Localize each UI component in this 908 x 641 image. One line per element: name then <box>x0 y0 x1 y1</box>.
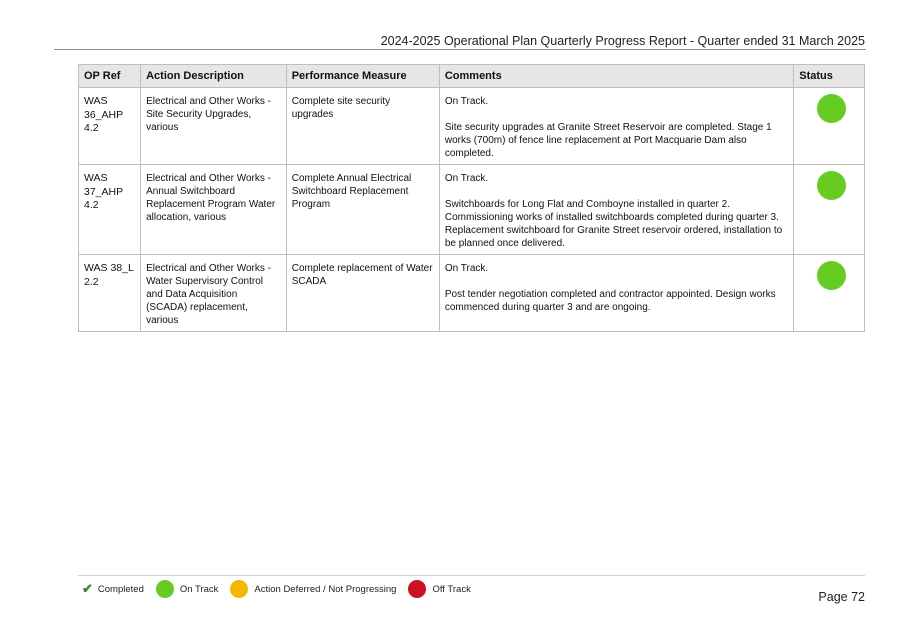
legend-label: Off Track <box>432 583 471 595</box>
column-header-action-description: Action Description <box>141 65 287 88</box>
amber-dot-icon <box>230 580 248 598</box>
comments-cell <box>439 165 793 255</box>
status-cell <box>794 165 865 255</box>
action-description-cell: Electrical and Other Works - Water Supervisory Control and Data Acquisition (SCADA) replacement, various <box>141 255 287 332</box>
legend-item-off-track <box>408 580 470 598</box>
comment-status-text: On Track. <box>444 263 489 274</box>
comment-detail-text: Site security upgrades at Granite Street Reservoir are completed. Stage 1 works (700m) of fence line replacement at Port Macquarie Dam also completed. <box>444 122 772 159</box>
comment-detail-text: Post tender negotiation completed and contractor appointed. Design works commenced during quarter 3 and are ongoing. <box>444 289 776 313</box>
red-dot-icon <box>408 580 426 598</box>
performance-measure-cell: Complete Annual Electrical Switchboard Replacement Program <box>286 165 439 255</box>
op-ref-cell: WAS 37_AHP 4.2 <box>79 165 141 255</box>
column-header-comments: Comments <box>439 65 793 88</box>
comment-status-text: On Track. <box>444 173 489 184</box>
status-legend <box>82 579 483 599</box>
table-row <box>79 165 865 255</box>
action-description-cell: Electrical and Other Works - Site Security Upgrades, various <box>141 88 287 165</box>
legend-item-deferred <box>230 580 396 598</box>
footer-divider <box>78 575 865 576</box>
comment-status-text: On Track. <box>444 96 489 107</box>
legend-label: On Track <box>179 583 219 595</box>
header-divider <box>54 49 866 50</box>
action-description-cell: Electrical and Other Works - Annual Switchboard Replacement Program Water allocation, various <box>141 165 287 255</box>
green-dot-icon <box>156 580 174 598</box>
table-row <box>79 255 865 332</box>
column-header-performance-measure: Performance Measure <box>286 65 439 88</box>
report-title: 2024-2025 Operational Plan Quarterly Progress Report - Quarter ended 31 March 2025 <box>380 34 865 48</box>
legend-item-completed <box>82 581 144 597</box>
status-on-track-icon <box>817 171 846 200</box>
status-on-track-icon <box>817 261 846 290</box>
status-on-track-icon <box>817 94 846 123</box>
column-header-op-ref: OP Ref <box>79 65 141 88</box>
column-header-status: Status <box>794 65 865 88</box>
comment-detail-text: Switchboards for Long Flat and Comboyne installed in quarter 2. Commissioning works of installed switchboards completed during quarter 3. Replacement switchboard for Granite Street reservoir ordered, installation to be planned once delivered. <box>444 199 783 249</box>
table-header-row <box>79 65 865 88</box>
progress-table <box>78 64 865 332</box>
legend-label: Action Deferred / Not Progressing <box>254 583 397 595</box>
comments-cell <box>439 88 793 165</box>
table-row <box>79 88 865 165</box>
comments-cell <box>439 255 793 332</box>
status-cell <box>794 88 865 165</box>
status-cell <box>794 255 865 332</box>
op-ref-cell: WAS 36_AHP 4.2 <box>79 88 141 165</box>
check-icon: ✔ <box>82 581 93 596</box>
op-ref-cell: WAS 38_L 2.2 <box>79 255 141 332</box>
performance-measure-cell: Complete site security upgrades <box>286 88 439 165</box>
performance-measure-cell: Complete replacement of Water SCADA <box>286 255 439 332</box>
legend-label: Completed <box>97 583 144 595</box>
page-number: Page 72 <box>818 590 865 604</box>
legend-item-on-track <box>156 580 219 598</box>
